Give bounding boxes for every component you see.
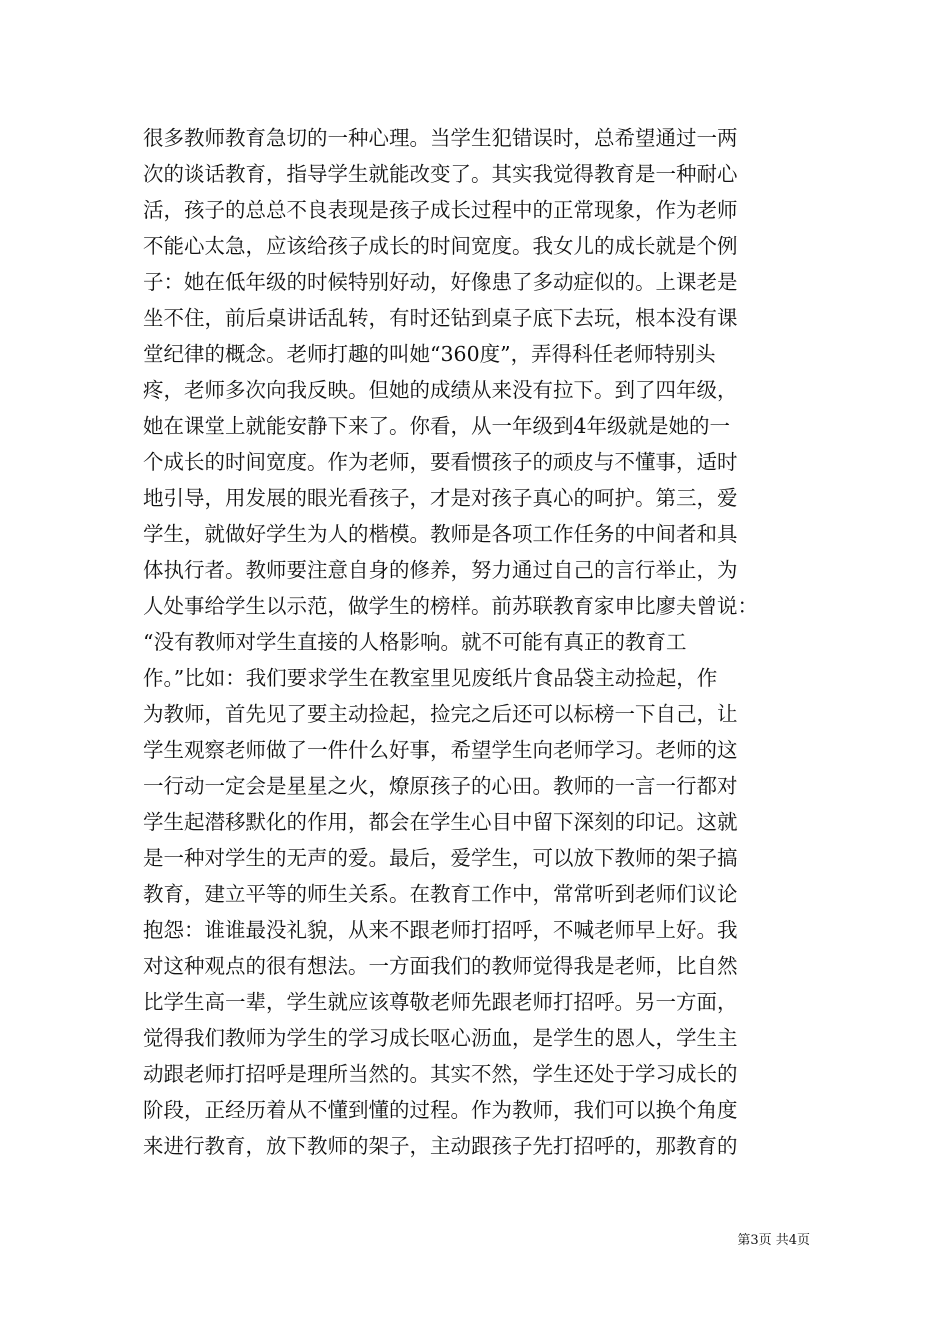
text-line: 学生，就做好学生为人的楷模。教师是各项工作任务的中间者和具	[143, 522, 738, 546]
text-line: 为教师，首先见了要主动捡起，捡完之后还可以标榜一下自己，让	[143, 702, 738, 726]
text-line: 很多教师教育急切的一种心理。当学生犯错误时，总希望通过一两	[143, 126, 738, 150]
text-line: 对这种观点的很有想法。一方面我们的教师觉得我是老师，比自然	[143, 954, 738, 978]
text-line: 阶段，正经历着从不懂到懂的过程。作为教师，我们可以换个角度	[143, 1098, 738, 1122]
text-line: 是一种对学生的无声的爱。最后，爱学生，可以放下教师的架子搞	[143, 846, 738, 870]
text-line: 子：她在低年级的时候特别好动，好像患了多动症似的。上课老是	[143, 270, 738, 294]
text-line: 地引导，用发展的眼光看孩子，才是对孩子真心的呵护。第三，爱	[143, 486, 738, 510]
text-line: 活，孩子的总总不良表现是孩子成长过程中的正常现象，作为老师	[143, 198, 738, 222]
text-line: 来进行教育，放下教师的架子，主动跟孩子先打招呼的，那教育的	[143, 1134, 738, 1158]
text-line: 她在课堂上就能安静下来了。你看，从一年级到4年级就是她的一	[143, 414, 731, 438]
text-line: 堂纪律的概念。老师打趣的叫她“360度”，弄得科任老师特别头	[143, 342, 716, 366]
text-line: 次的谈话教育，指导学生就能改变了。其实我觉得教育是一种耐心	[143, 162, 738, 186]
text-line: 人处事给学生以示范，做学生的榜样。前苏联教育家申比廖夫曾说：	[143, 594, 758, 618]
text-line: 一行动一定会是星星之火，燎原孩子的心田。教师的一言一行都对	[143, 774, 738, 798]
text-line: 抱怨：谁谁最没礼貌，从来不跟老师打招呼，不喊老师早上好。我	[143, 918, 738, 942]
text-line: 比学生高一辈，学生就应该尊敬老师先跟老师打招呼。另一方面，	[143, 990, 738, 1014]
page-number-footer: 第3页 共4页	[737, 1233, 810, 1248]
text-line: 疼，老师多次向我反映。但她的成绩从来没有拉下。到了四年级，	[143, 378, 738, 402]
body-text	[143, 120, 823, 1164]
text-line: 教育，建立平等的师生关系。在教育工作中，常常听到老师们议论	[143, 882, 738, 906]
text-line: 学生观察老师做了一件什么好事，希望学生向老师学习。老师的这	[143, 738, 738, 762]
text-line: 学生起潜移默化的作用，都会在学生心目中留下深刻的印记。这就	[143, 810, 738, 834]
text-line: 觉得我们教师为学生的学习成长呕心沥血，是学生的恩人，学生主	[143, 1026, 738, 1050]
text-line: 动跟老师打招呼是理所当然的。其实不然，学生还处于学习成长的	[143, 1062, 738, 1086]
text-line: 作。”比如：我们要求学生在教室里见废纸片食品袋主动捡起，作	[143, 666, 718, 690]
text-line: 坐不住，前后桌讲话乱转，有时还钻到桌子底下去玩，根本没有课	[143, 306, 738, 330]
text-line: 体执行者。教师要注意自身的修养，努力通过自己的言行举止，为	[143, 558, 738, 582]
text-line: 个成长的时间宽度。作为老师，要看惯孩子的顽皮与不懂事，适时	[143, 450, 738, 474]
text-line: “没有教师对学生直接的人格影响。就不可能有真正的教育工	[143, 630, 687, 654]
text-line: 不能心太急，应该给孩子成长的时间宽度。我女儿的成长就是个例	[143, 234, 738, 258]
